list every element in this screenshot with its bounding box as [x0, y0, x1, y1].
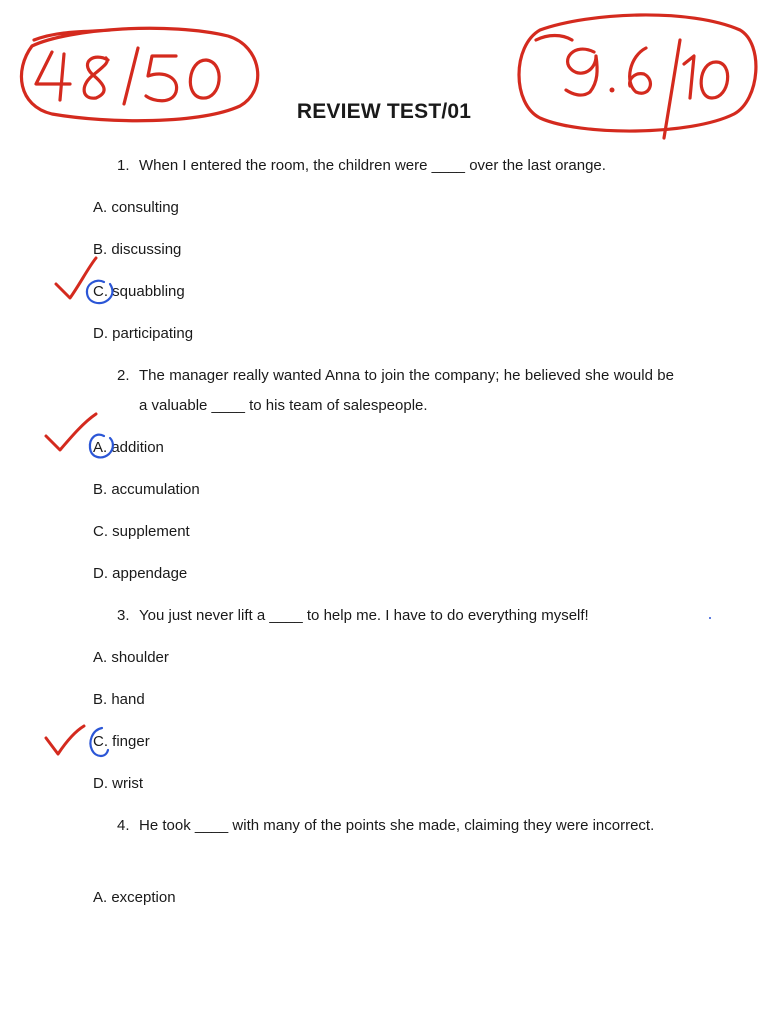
check-mark-icon [56, 258, 96, 298]
question-text: You just never lift a ____ to help me. I have to do everything myself! [139, 607, 589, 624]
option-2d: D. appendage [93, 565, 188, 582]
question-text: He took ____ with many of the points she made, claiming they were incorrect. [139, 817, 655, 834]
question-2 [117, 361, 674, 421]
digit-5 [146, 56, 177, 101]
page-title: REVIEW TEST/01 [296, 100, 472, 123]
decimal-point [610, 88, 615, 93]
digit-9 [566, 49, 597, 95]
option-1a: A. consulting [93, 199, 179, 216]
digit-8 [84, 57, 108, 98]
digit-6 [630, 48, 651, 93]
stray-ink-dot [709, 617, 711, 619]
digit-0 [701, 62, 728, 98]
question-text: When I entered the room, the children were ____ over the last orange. [139, 157, 606, 174]
digit-1 [684, 56, 694, 98]
question-number: 4. [117, 817, 130, 834]
option-1c: C. squabbling [93, 283, 185, 300]
check-mark-icon [46, 726, 84, 754]
option-3d: D. wrist [93, 775, 143, 792]
option-1b: B. discussing [93, 241, 182, 258]
question-3 [117, 601, 674, 631]
question-1 [117, 151, 674, 181]
option-1d: D. participating [93, 325, 194, 342]
check-mark-icon [46, 414, 96, 450]
option-3a: A. shoulder [93, 649, 169, 666]
question-4 [117, 811, 674, 841]
option-2b: B. accumulation [93, 481, 200, 498]
option-2a: A. addition [93, 439, 164, 456]
option-3b: B. hand [93, 691, 145, 708]
option-3c: C. finger [93, 733, 150, 750]
question-number: 2. [117, 367, 130, 384]
digit-4 [36, 52, 70, 100]
option-2c: C. supplement [93, 523, 190, 540]
question-text: The manager really wanted Anna to join the company; he believed she would be a valuable ____ to his team of salespeople. [139, 367, 674, 414]
question-number: 3. [117, 607, 130, 624]
slash [124, 48, 138, 104]
digit-0 [190, 60, 219, 98]
question-number: 1. [117, 157, 130, 174]
option-4a: A. exception [93, 889, 176, 906]
